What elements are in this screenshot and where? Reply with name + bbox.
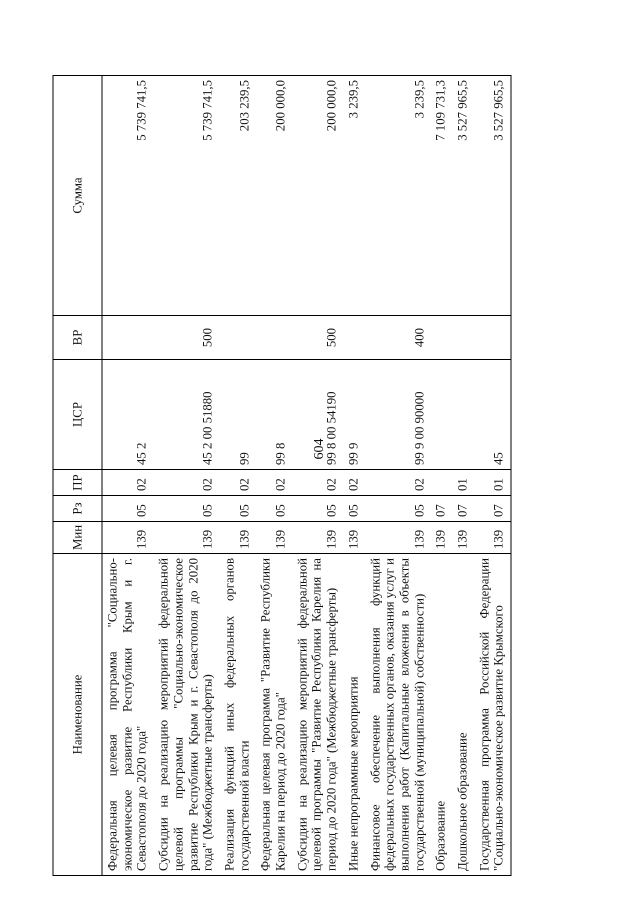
cell-vr — [343, 316, 365, 360]
header-vr: ВР — [53, 316, 102, 360]
table-row — [154, 76, 220, 876]
cell-rz: 07 — [431, 496, 453, 522]
cell-name: Федеральная целевая программа "Социально-экономическое развитие Республики Крым и г. Севастополя до 2020 года" — [102, 554, 154, 876]
cell-vr — [102, 316, 154, 360]
cell-min: 139 — [365, 522, 431, 554]
cell-min: 139 — [154, 522, 220, 554]
cell-csr: 45 — [474, 360, 511, 470]
cell-rz: 05 — [219, 496, 255, 522]
cell-min: 139 — [256, 522, 292, 554]
cell-pr: 02 — [292, 470, 343, 496]
header-rz: Рз — [53, 496, 102, 522]
cell-vr — [453, 316, 475, 360]
cell-vr — [431, 316, 453, 360]
cell-sum: 3 239,5 — [343, 76, 365, 316]
cell-sum: 203 239,5 — [219, 76, 255, 316]
header-row — [53, 76, 102, 876]
cell-name: Иные непрограммные мероприятия — [343, 554, 365, 876]
cell-sum: 3 527 965,5 — [474, 76, 511, 316]
cell-name: Субсидии на реализацию мероприятий федеральной целевой программы "Социально-экономическое развитие Республики Крым и г. Севастополя до 2020 года" (Межбюджетные трансферты) — [154, 554, 220, 876]
cell-vr — [474, 316, 511, 360]
cell-name: Федеральная целевая программа "Развитие Республики Карелия на период до 2020 года" — [256, 554, 292, 876]
table-row — [431, 76, 453, 876]
cell-vr: 400 — [365, 316, 431, 360]
cell-min: 139 — [219, 522, 255, 554]
table-row — [256, 76, 292, 876]
cell-name: Субсидии на реализацию мероприятий федеральной целевой программы "Развитие Республики Карелия на период до 2020 года" (Межбюджетные трансферты) — [292, 554, 343, 876]
cell-sum: 200 000,0 — [292, 76, 343, 316]
cell-min: 139 — [453, 522, 475, 554]
page-number: 604 — [312, 438, 327, 460]
cell-min: 139 — [474, 522, 511, 554]
table-row — [292, 76, 343, 876]
table-row — [343, 76, 365, 876]
cell-csr: 99 8 00 54190 — [292, 360, 343, 470]
cell-sum: 5 739 741,5 — [154, 76, 220, 316]
cell-sum: 5 739 741,5 — [102, 76, 154, 316]
table-body — [102, 76, 511, 876]
header-sum: Сумма — [53, 76, 102, 316]
cell-csr — [431, 360, 453, 470]
cell-rz: 07 — [453, 496, 475, 522]
table-row — [474, 76, 511, 876]
cell-vr: 500 — [292, 316, 343, 360]
cell-name: Дошкольное образование — [453, 554, 475, 876]
budget-table — [53, 75, 512, 876]
cell-min: 139 — [102, 522, 154, 554]
cell-rz: 05 — [343, 496, 365, 522]
table-row — [219, 76, 255, 876]
header-pr: ПР — [53, 470, 102, 496]
cell-csr: 45 2 00 51880 — [154, 360, 220, 470]
cell-sum: 200 000,0 — [256, 76, 292, 316]
cell-csr: 99 8 — [256, 360, 292, 470]
cell-sum: 3 239,5 — [365, 76, 431, 316]
table-row — [365, 76, 431, 876]
rotated-page — [53, 76, 588, 876]
cell-vr: 500 — [154, 316, 220, 360]
cell-rz: 05 — [365, 496, 431, 522]
cell-name: Реализация функций иных федеральных органов государственной власти — [219, 554, 255, 876]
cell-csr: 99 — [219, 360, 255, 470]
cell-name: Образование — [431, 554, 453, 876]
cell-vr — [256, 316, 292, 360]
cell-pr: 02 — [365, 470, 431, 496]
cell-csr: 99 9 00 90000 — [365, 360, 431, 470]
cell-csr: 99 9 — [343, 360, 365, 470]
cell-pr: 02 — [343, 470, 365, 496]
cell-csr: 45 2 — [102, 360, 154, 470]
header-csr: ЦСР — [53, 360, 102, 470]
header-min: Мин — [53, 522, 102, 554]
cell-pr: 02 — [256, 470, 292, 496]
table-row — [453, 76, 475, 876]
cell-pr: 02 — [102, 470, 154, 496]
cell-vr — [219, 316, 255, 360]
cell-rz: 05 — [154, 496, 220, 522]
cell-sum: 3 527 965,5 — [453, 76, 475, 316]
cell-pr: 01 — [474, 470, 511, 496]
cell-csr — [453, 360, 475, 470]
table-row — [102, 76, 154, 876]
cell-rz: 05 — [102, 496, 154, 522]
cell-pr: 01 — [453, 470, 475, 496]
cell-name: Государственная программа Российской Федерации "Социально-экономическое развитие Крымского — [474, 554, 511, 876]
cell-rz: 05 — [292, 496, 343, 522]
cell-min: 139 — [431, 522, 453, 554]
cell-name: Финансовое обеспечение выполнения функций федеральных государственных органов, оказания услуг и выполнения работ (Капитальные вложения в объекты государственной (муниципальной) собственности) — [365, 554, 431, 876]
cell-pr — [431, 470, 453, 496]
cell-pr: 02 — [154, 470, 220, 496]
cell-min: 139 — [343, 522, 365, 554]
cell-rz: 05 — [256, 496, 292, 522]
cell-rz: 07 — [474, 496, 511, 522]
cell-sum: 7 109 731,3 — [431, 76, 453, 316]
header-name: Наименование — [53, 554, 102, 876]
cell-min: 139 — [292, 522, 343, 554]
cell-pr: 02 — [219, 470, 255, 496]
